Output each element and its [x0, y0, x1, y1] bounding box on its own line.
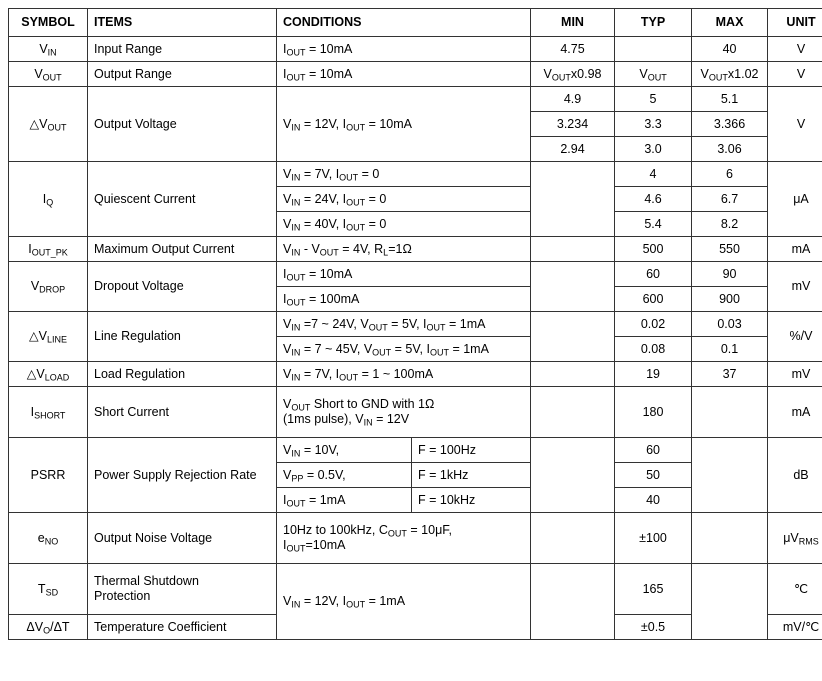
max-cell: 5.1	[692, 87, 768, 112]
condition-cell: $V_{IN} = 7V$, $I_{OUT} = 0$	[277, 162, 531, 187]
item-cell: Power Supply Rejection Rate	[88, 438, 277, 513]
typ-cell: ±100	[615, 513, 692, 564]
typ-cell: 180	[615, 387, 692, 438]
table-row	[9, 237, 822, 262]
header-min: MIN	[531, 9, 615, 37]
max-cell: 0.03	[692, 312, 768, 337]
condition-cell: $V_{IN} = 12V$, $I_{OUT} = 1mA$	[277, 564, 531, 640]
max-cell: 90	[692, 262, 768, 287]
max-cell: $V_{OUT}x1.02$	[692, 62, 768, 87]
symbol-cell: $V_{DROP}$	[9, 262, 88, 312]
max-cell: 3.06	[692, 137, 768, 162]
header-max: MAX	[692, 9, 768, 37]
condition-cell: $V_{PP} = 0.5V$,	[277, 463, 412, 488]
max-cell: 8.2	[692, 212, 768, 237]
unit-cell: %/V	[768, 312, 822, 362]
condition-cell: $I_{OUT} = 10mA$	[277, 262, 531, 287]
table-row	[9, 513, 822, 564]
typ-cell: 5	[615, 87, 692, 112]
header-typ: TYP	[615, 9, 692, 37]
condition-cell: $V_{IN} = 7V$, $I_{OUT} = 1$ ~ 100mA	[277, 362, 531, 387]
symbol-cell: $I_Q$	[9, 162, 88, 237]
max-cell: 0.1	[692, 337, 768, 362]
typ-cell: 3.0	[615, 137, 692, 162]
typ-cell: 60	[615, 262, 692, 287]
symbol-cell: $\Delta V_O/\Delta T$	[9, 615, 88, 640]
min-cell	[531, 262, 615, 312]
unit-cell: mV/℃	[768, 615, 822, 640]
symbol-cell: $\triangle V_{LINE}$	[9, 312, 88, 362]
max-cell: 900	[692, 287, 768, 312]
typ-cell: 60	[615, 438, 692, 463]
header-symbol: SYMBOL	[9, 9, 88, 37]
max-cell: 550	[692, 237, 768, 262]
typ-cell	[615, 37, 692, 62]
item-cell: Quiescent Current	[88, 162, 277, 237]
item-cell: Output Noise Voltage	[88, 513, 277, 564]
min-cell: 4.9	[531, 87, 615, 112]
table-row	[9, 262, 822, 287]
typ-cell: 4	[615, 162, 692, 187]
min-cell	[531, 237, 615, 262]
symbol-cell: $V_{IN}$	[9, 37, 88, 62]
electrical-characteristics-table	[8, 8, 822, 640]
item-cell: Short Current	[88, 387, 277, 438]
condition-cell: $I_{OUT} = 10mA$	[277, 62, 531, 87]
symbol-cell: $e_{NO}$	[9, 513, 88, 564]
unit-cell: mV	[768, 262, 822, 312]
symbol-cell: $I_{OUT\_PK}$	[9, 237, 88, 262]
typ-cell: 0.02	[615, 312, 692, 337]
typ-cell: 165	[615, 564, 692, 615]
unit-cell: V	[768, 62, 822, 87]
table-row	[9, 37, 822, 62]
typ-cell: 3.3	[615, 112, 692, 137]
table-row	[9, 564, 822, 615]
min-cell	[531, 513, 615, 564]
condition-cell: $I_{OUT} = 10mA$	[277, 37, 531, 62]
min-cell: 3.234	[531, 112, 615, 137]
symbol-cell: $I_{SHORT}$	[9, 387, 88, 438]
unit-cell: V	[768, 87, 822, 162]
min-cell	[531, 162, 615, 237]
frequency-cell: F = 1kHz	[412, 463, 531, 488]
typ-cell: 40	[615, 488, 692, 513]
unit-cell: ℃	[768, 564, 822, 615]
unit-cell: μA	[768, 162, 822, 237]
min-cell: $V_{OUT}x0.98$	[531, 62, 615, 87]
typ-cell: 5.4	[615, 212, 692, 237]
header-items: ITEMS	[88, 9, 277, 37]
item-cell: Maximum Output Current	[88, 237, 277, 262]
typ-cell: 600	[615, 287, 692, 312]
frequency-cell: F = 100Hz	[412, 438, 531, 463]
typ-cell: $V_{OUT}$	[615, 62, 692, 87]
max-cell: 40	[692, 37, 768, 62]
max-cell: 6.7	[692, 187, 768, 212]
symbol-cell: $T_{SD}$	[9, 564, 88, 615]
typ-cell: 50	[615, 463, 692, 488]
item-cell: Dropout Voltage	[88, 262, 277, 312]
min-cell: 4.75	[531, 37, 615, 62]
typ-cell: 19	[615, 362, 692, 387]
table-row	[9, 312, 822, 337]
symbol-cell: $\triangle V_{OUT}$	[9, 87, 88, 162]
condition-cell: $I_{OUT} = 1mA$	[277, 488, 412, 513]
max-cell: 6	[692, 162, 768, 187]
condition-cell: $V_{IN} = 7$ ~ 45V, $V_{OUT} = 5V$, $I_{OUT} = 1mA$	[277, 337, 531, 362]
item-cell: Line Regulation	[88, 312, 277, 362]
condition-cell: $V_{IN} = 12V$, $I_{OUT} = 10mA$	[277, 87, 531, 162]
typ-cell: 0.08	[615, 337, 692, 362]
min-cell	[531, 312, 615, 362]
condition-cell: $V_{OUT}$ Short to GND with 1Ω (1ms pulse), $V_{IN} = 12V$	[277, 387, 531, 438]
table-row	[9, 162, 822, 187]
max-cell: 3.366	[692, 112, 768, 137]
min-cell	[531, 362, 615, 387]
unit-cell: mA	[768, 387, 822, 438]
min-cell	[531, 387, 615, 438]
condition-cell: 10Hz to 100kHz, $C_{OUT} = 10\mu F$, $I_{OUT}=10mA$	[277, 513, 531, 564]
typ-cell: 4.6	[615, 187, 692, 212]
header-unit: UNIT	[768, 9, 822, 37]
unit-cell: $\mu V_{RMS}$	[768, 513, 822, 564]
max-cell	[692, 513, 768, 564]
item-cell: Input Range	[88, 37, 277, 62]
min-cell	[531, 564, 615, 640]
condition-cell: $V_{IN} = 40V$, $I_{OUT} = 0$	[277, 212, 531, 237]
item-cell: Thermal Shutdown Protection	[88, 564, 277, 615]
typ-cell: ±0.5	[615, 615, 692, 640]
header-row	[9, 9, 822, 37]
condition-cell: $V_{IN} = 24V$, $I_{OUT} = 0$	[277, 187, 531, 212]
table-row	[9, 62, 822, 87]
max-cell: 37	[692, 362, 768, 387]
item-cell: Load Regulation	[88, 362, 277, 387]
unit-cell: mA	[768, 237, 822, 262]
max-cell	[692, 387, 768, 438]
item-cell: Output Range	[88, 62, 277, 87]
item-cell: Temperature Coefficient	[88, 615, 277, 640]
condition-cell: $I_{OUT} = 100mA$	[277, 287, 531, 312]
frequency-cell: F = 10kHz	[412, 488, 531, 513]
unit-cell: mV	[768, 362, 822, 387]
table-row	[9, 87, 822, 112]
unit-cell: dB	[768, 438, 822, 513]
symbol-cell: $V_{OUT}$	[9, 62, 88, 87]
max-cell	[692, 438, 768, 513]
typ-cell: 500	[615, 237, 692, 262]
symbol-cell: PSRR	[9, 438, 88, 513]
unit-cell: V	[768, 37, 822, 62]
condition-cell: $V_{IN} =7$ ~ 24V, $V_{OUT} = 5V$, $I_{OUT} = 1mA$	[277, 312, 531, 337]
table-row	[9, 362, 822, 387]
symbol-cell: $\triangle V_{LOAD}$	[9, 362, 88, 387]
header-conditions: CONDITIONS	[277, 9, 531, 37]
min-cell: 2.94	[531, 137, 615, 162]
table-row	[9, 438, 822, 463]
table-row	[9, 387, 822, 438]
max-cell	[692, 564, 768, 640]
item-cell: Output Voltage	[88, 87, 277, 162]
condition-cell: $V_{IN} - V_{OUT} = 4V$, $R_L=1\Omega$	[277, 237, 531, 262]
condition-cell: $V_{IN} = 10V$,	[277, 438, 412, 463]
min-cell	[531, 438, 615, 513]
